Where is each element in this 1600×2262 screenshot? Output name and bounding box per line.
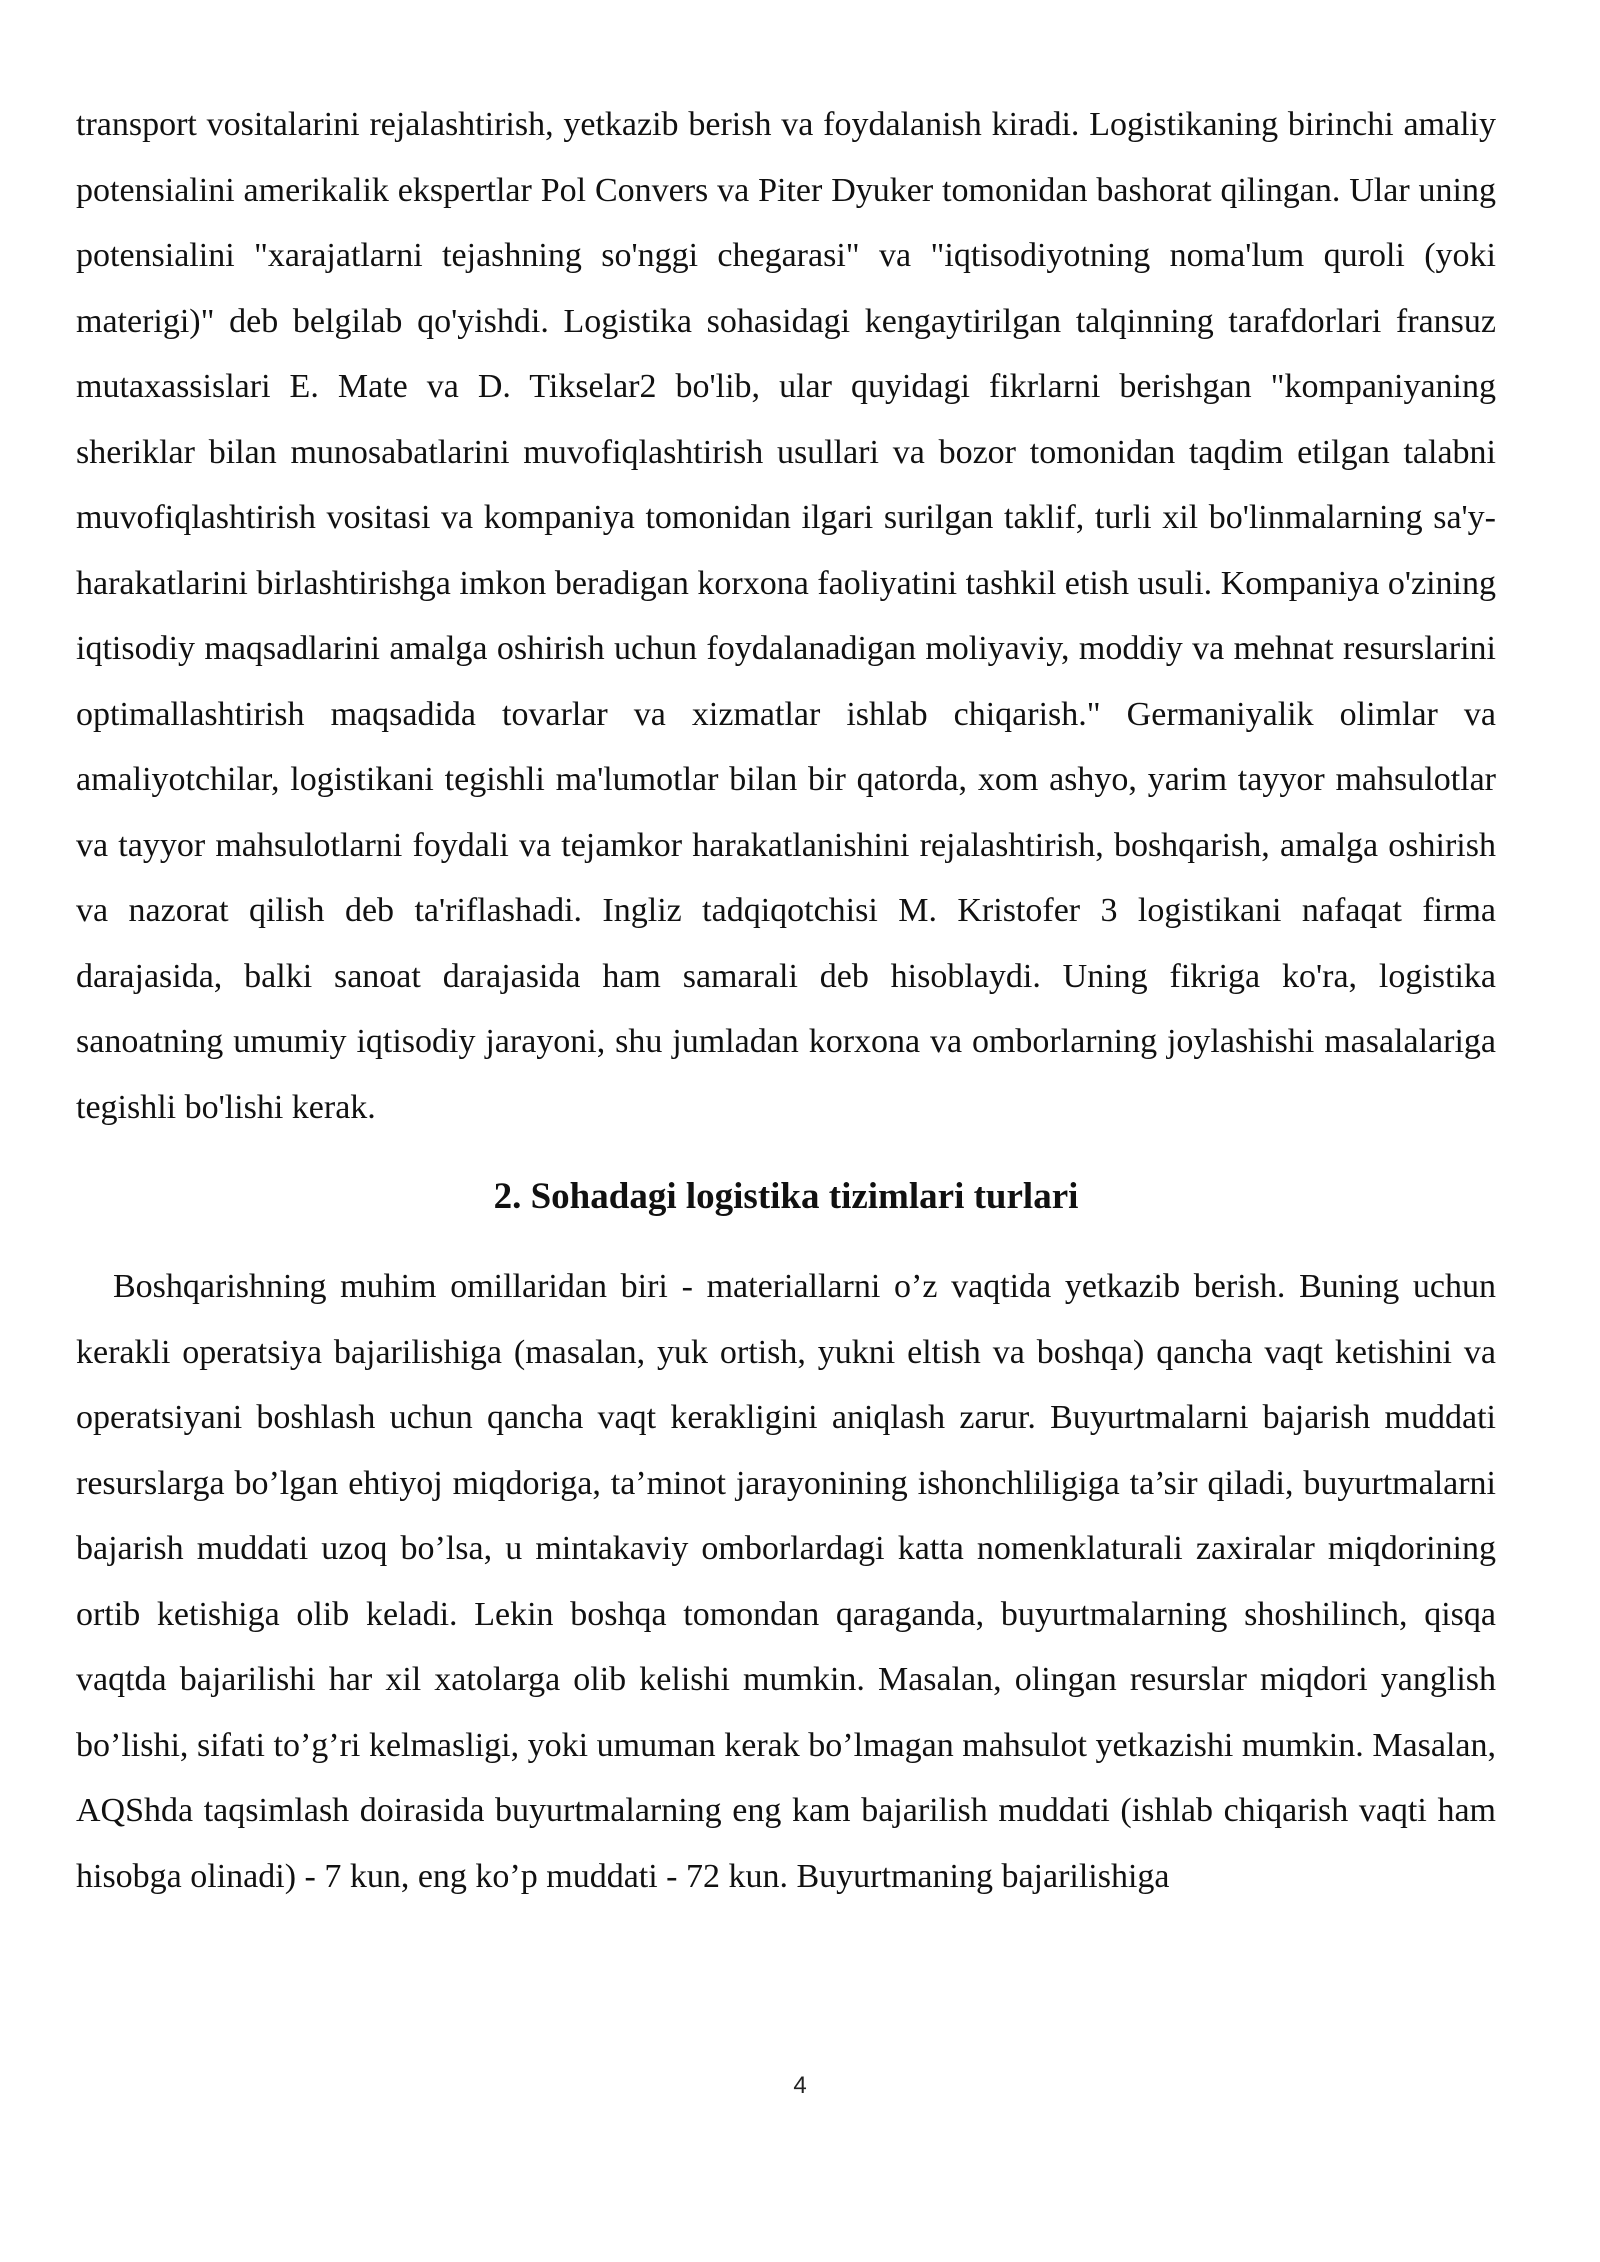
- body-paragraph-1: transport vositalarini rejalashtirish, yetkazib berish va foydalanish kiradi. Logistikaning birinchi amaliy potensialini amerikalik ekspertlar Pol Convers va Piter Dyuker tomonidan bashorat qilingan. Ular uning potensialini "xarajatlarni tejashning so'nggi chegarasi" va "iqtisodiyotning noma'lum quroli (yoki materigi)" deb belgilab qo'yishdi. Logistika sohasidagi kengaytirilgan talqinning tarafdorlari fransuz mutaxassislari E. Mate va D. Tikselar2 bo'lib, ular quyidagi fikrlarni berishgan "kompaniyaning sheriklar bilan munosabatlarini muvofiqlashtirish usullari va bozor tomonidan taqdim etilgan talabni muvofiqlashtirish vositasi va kompaniya tomonidan ilgari surilgan taklif, turli xil bo'linmalarning sa'y-harakatlarini birlashtirishga imkon beradigan korxona faoliyatini tashkil etish usuli. Kompaniya o'zining iqtisodiy maqsadlarini amalga oshirish uchun foydalanadigan moliyaviy, moddiy va mehnat resurslarini optimallashtirish maqsadida tovarlar va xizmatlar ishlab chiqarish." Germaniyalik olimlar va amaliyotchilar, logistikani tegishli ma'lumotlar bilan bir qatorda, xom ashyo, yarim tayyor mahsulotlar va tayyor mahsulotlarni foydali va tejamkor harakatlanishini rejalashtirish, boshqarish, amalga oshirish va nazorat qilish deb ta'riflashadi. Ingliz tadqiqotchisi M. Kristofer 3 logistikani nafaqat firma darajasida, balki sanoat darajasida ham samarali deb hisoblaydi. Uning fikriga ko'ra, logistika sanoatning umumiy iqtisodiy jarayoni, shu jumladan korxona va omborlarning joylashishi masalalariga tegishli bo'lishi kerak.: [76, 106, 1496, 1126]
- section-heading: 2. Sohadagi logistika tizimlari turlari: [493, 1176, 1079, 1217]
- body-paragraph-2: Boshqarishning muhim omillaridan biri - materiallarni o’z vaqtida yetkazib berish. Buning uchun kerakli operatsiya bajarilishiga (masalan, yuk ortish, yukni eltish va boshqa) qancha vaqt ketishini va operatsiyani boshlash uchun qancha vaqt kerakligini aniqlash zarur. Buyurtmalarni bajarish muddati resurslarga bo’lgan ehtiyoj miqdoriga, ta’minot jarayonining ishonchliligiga ta’sir qiladi, buyurtmalarni bajarish muddati uzoq bo’lsa, u mintakaviy omborlardagi katta nomenklaturali zaxiralar miqdorining ortib ketishiga olib keladi. Lekin boshqa tomondan qaraganda, buyurtmalarning shoshilinch, qisqa vaqtda bajarilishi har xil xatolarga olib kelishi mumkin. Masalan, olingan resurslar miqdori yanglish bo’lishi, sifati to’g’ri kelmasligi, yoki umuman kerak bo’lmagan mahsulot yetkazishi mumkin. Masalan, AQShda taqsimlash doirasida buyurtmalarning eng kam bajarilish muddati (ishlab chiqarish vaqti ham hisobga olinadi) - 7 kun, eng ko’p muddati - 72 kun. Buyurtmaning bajarilishiga: [76, 1268, 1496, 1895]
- page-number: 4: [793, 2072, 807, 2099]
- document-page: [76, 92, 1496, 1909]
